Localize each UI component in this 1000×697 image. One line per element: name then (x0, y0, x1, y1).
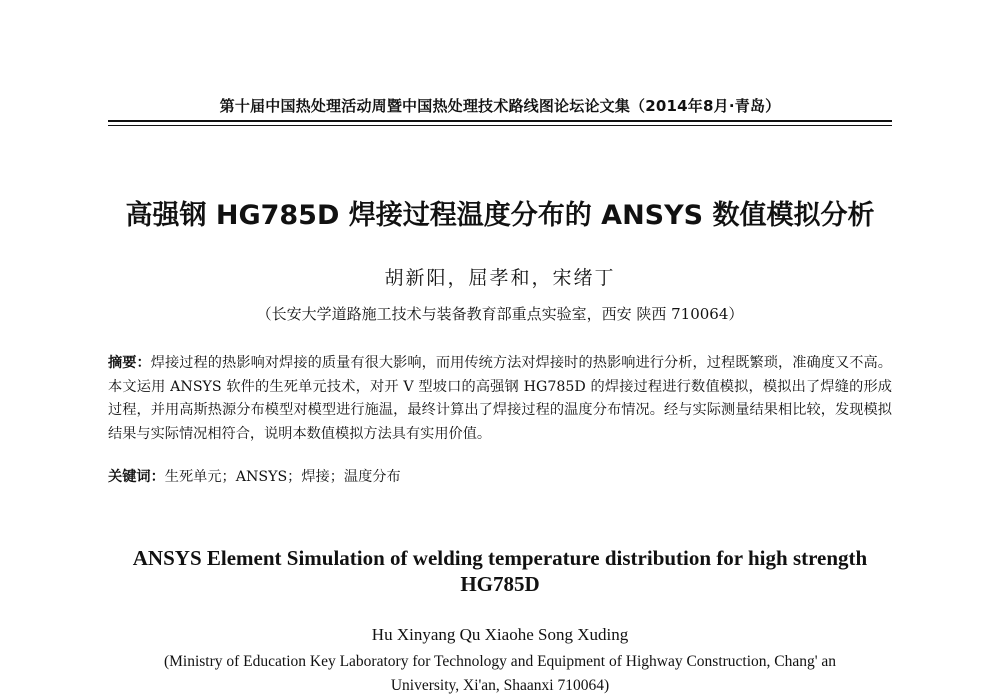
header-rule-thin (108, 125, 892, 126)
english-title: ANSYS Element Simulation of welding temperature distribution for high strength HG785D (132, 546, 868, 596)
abstract (108, 352, 892, 446)
keywords-text: 生死单元；ANSYS；焊接；温度分布 (164, 469, 401, 485)
paper-title: 高强钢 HG785D 焊接过程温度分布的 ANSYS 数值模拟分析 (125, 200, 875, 231)
english-authors: Hu Xinyang Qu Xiaohe Song Xuding (371, 625, 629, 644)
abstract-text: 焊接过程的热影响对焊接的质量有很大影响，而用传统方法对焊接时的热影响进行分析，过程既繁琐，准确度又不高。本文运用 ANSYS 软件的生死单元技术，对开 V 型坡口的高强钢 HG785D 的焊接过程进行数值模拟，模拟出了焊缝的形成过程，并用高斯热源分布模型对模型进行施温，最终计算出了焊接过程的温度分布情况。经与实际测量结果相比较，发现模拟结果与实际情况相符合，说明本数值模拟方法具有实用价值。 (108, 355, 892, 442)
affiliation: （长安大学道路施工技术与装备教育部重点实验室，西安 陕西 710064） (256, 305, 744, 323)
keywords-label: 关键词： (108, 469, 165, 485)
header-rule-thick (108, 120, 892, 122)
english-affiliation: (Ministry of Education Key Laboratory for Technology and Equipment of Highway Construction, Chang' an (163, 653, 837, 670)
running-header: 第十届中国热处理活动周暨中国热处理技术路线图论坛论文集（2014年8月·青岛） (219, 97, 781, 115)
authors: 胡新阳，屈孝和，宋绪丁 (384, 267, 616, 289)
english-affiliation-continued: University, Xi'an, Shaanxi 710064) (390, 677, 610, 694)
keywords (108, 466, 892, 489)
abstract-label: 摘要： (108, 355, 151, 371)
